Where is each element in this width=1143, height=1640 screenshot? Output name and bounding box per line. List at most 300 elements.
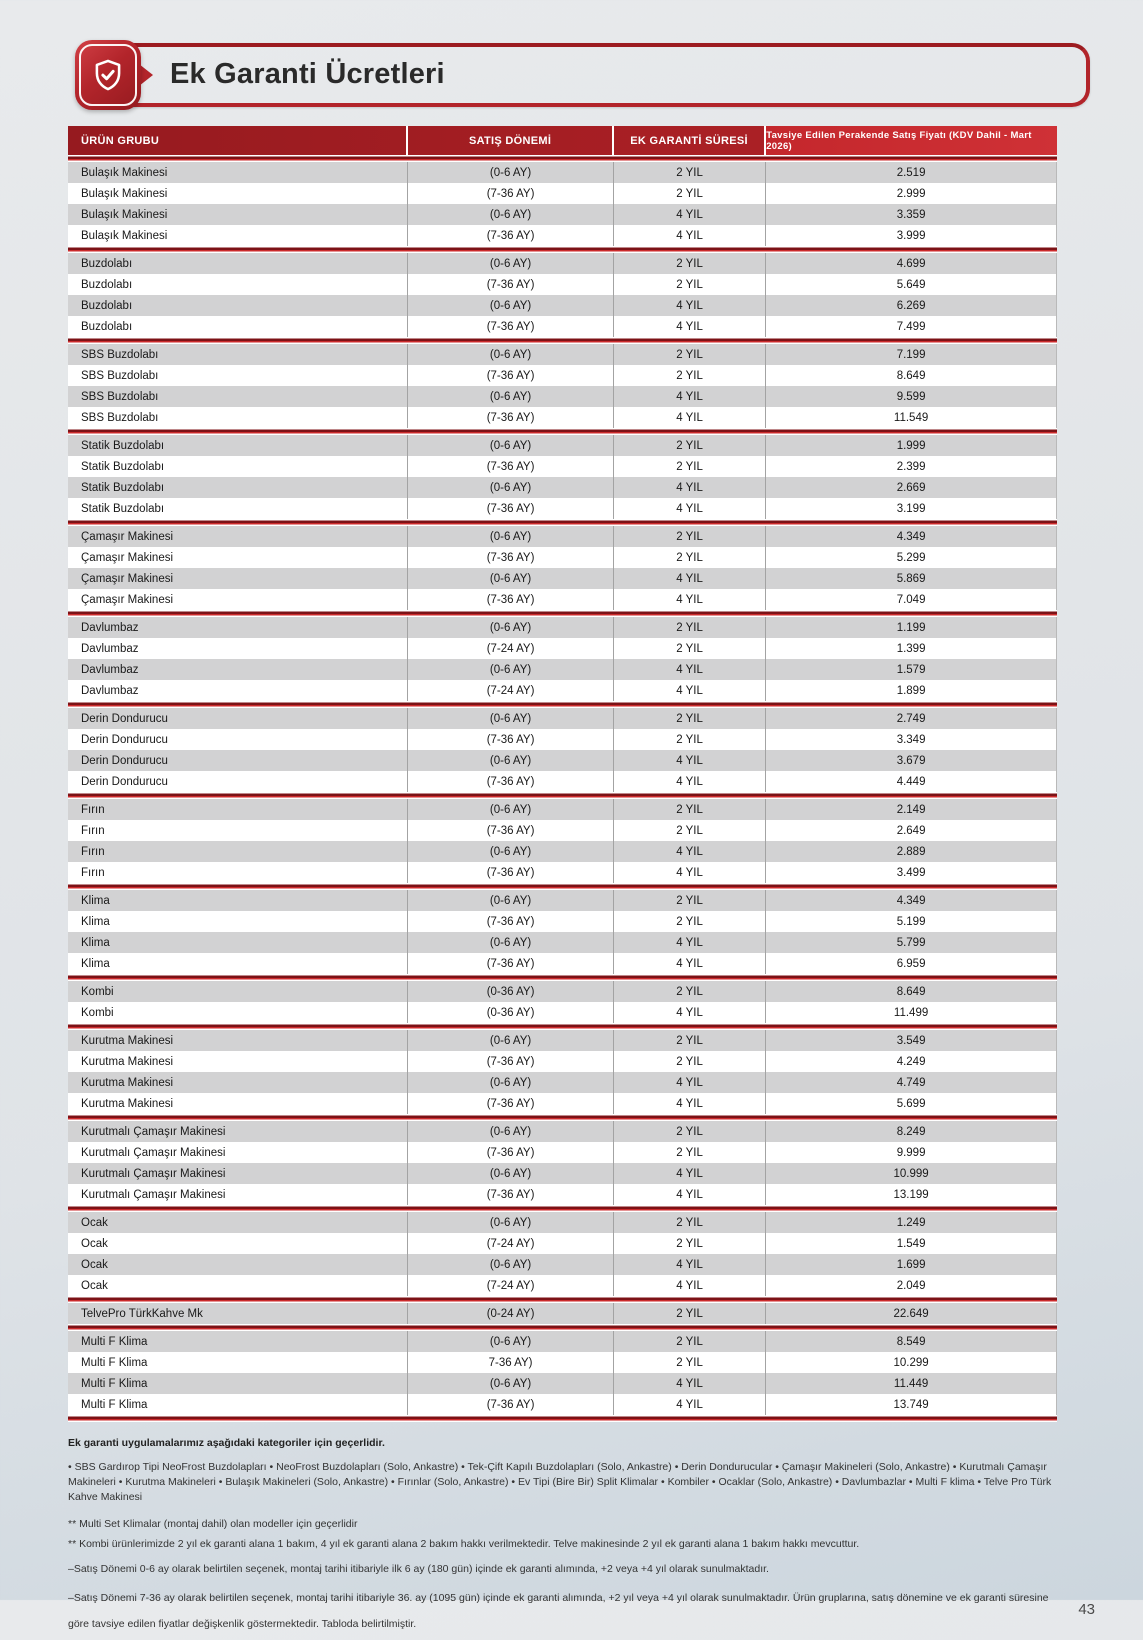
product-group-cell: Ocak xyxy=(68,1212,408,1233)
warranty-duration-cell: 4 YIL xyxy=(614,750,766,771)
sales-period-cell: (7-24 AY) xyxy=(408,1233,614,1254)
table-row xyxy=(68,1051,1057,1072)
warranty-duration-cell: 4 YIL xyxy=(614,295,766,316)
warranty-price-page xyxy=(0,40,1143,1640)
table-row xyxy=(68,316,1057,337)
product-group-cell: Buzdolabı xyxy=(68,274,408,295)
price-cell: 1.249 xyxy=(766,1212,1057,1233)
warranty-duration-cell: 4 YIL xyxy=(614,1163,766,1184)
table-row xyxy=(68,638,1057,659)
shield-check-icon xyxy=(75,40,141,110)
sales-period-cell: (0-6 AY) xyxy=(408,841,614,862)
group-separator xyxy=(68,155,1057,162)
footnote-intro: Ek garanti uygulamalarımız aşağıdaki kategoriler için geçerlidir. xyxy=(68,1437,385,1449)
warranty-duration-cell: 4 YIL xyxy=(614,204,766,225)
price-cell: 1.399 xyxy=(766,638,1057,659)
price-cell: 11.499 xyxy=(766,1002,1057,1023)
price-cell: 2.749 xyxy=(766,708,1057,729)
sales-period-cell: (0-6 AY) xyxy=(408,295,614,316)
product-group-cell: SBS Buzdolabı xyxy=(68,407,408,428)
table-row xyxy=(68,1394,1057,1415)
sales-period-cell: (0-36 AY) xyxy=(408,981,614,1002)
price-cell: 1.699 xyxy=(766,1254,1057,1275)
warranty-duration-cell: 2 YIL xyxy=(614,1142,766,1163)
title-banner xyxy=(75,40,1090,110)
warranty-duration-cell: 4 YIL xyxy=(614,498,766,519)
sales-period-cell: (7-36 AY) xyxy=(408,862,614,883)
product-group-cell: Derin Dondurucu xyxy=(68,750,408,771)
group-separator xyxy=(68,883,1057,890)
warranty-duration-cell: 4 YIL xyxy=(614,771,766,792)
product-group-cell: Kurutmalı Çamaşır Makinesi xyxy=(68,1163,408,1184)
table-row xyxy=(68,1184,1057,1205)
table-row xyxy=(68,274,1057,295)
warranty-duration-cell: 2 YIL xyxy=(614,1233,766,1254)
warranty-duration-cell: 2 YIL xyxy=(614,1212,766,1233)
price-cell: 7.049 xyxy=(766,589,1057,610)
table-row xyxy=(68,589,1057,610)
product-group-cell: Derin Dondurucu xyxy=(68,771,408,792)
warranty-duration-cell: 2 YIL xyxy=(614,162,766,183)
price-cell: 9.599 xyxy=(766,386,1057,407)
sales-period-cell: (0-6 AY) xyxy=(408,1121,614,1142)
group-separator xyxy=(68,246,1057,253)
sales-period-cell: (0-6 AY) xyxy=(408,386,614,407)
price-cell: 4.349 xyxy=(766,890,1057,911)
product-group-cell: Çamaşır Makinesi xyxy=(68,547,408,568)
table-row xyxy=(68,498,1057,519)
sales-period-cell: (0-6 AY) xyxy=(408,477,614,498)
warranty-duration-cell: 2 YIL xyxy=(614,1121,766,1142)
product-group-cell: Statik Buzdolabı xyxy=(68,456,408,477)
price-cell: 1.999 xyxy=(766,435,1057,456)
warranty-duration-cell: 4 YIL xyxy=(614,862,766,883)
price-cell: 5.299 xyxy=(766,547,1057,568)
sales-period-cell: (0-6 AY) xyxy=(408,1072,614,1093)
product-group-cell: SBS Buzdolabı xyxy=(68,365,408,386)
product-group-cell: Statik Buzdolabı xyxy=(68,477,408,498)
price-cell: 1.549 xyxy=(766,1233,1057,1254)
warranty-duration-cell: 4 YIL xyxy=(614,568,766,589)
product-group-cell: Statik Buzdolabı xyxy=(68,435,408,456)
group-separator xyxy=(68,337,1057,344)
table-row xyxy=(68,1212,1057,1233)
warranty-duration-cell: 4 YIL xyxy=(614,1002,766,1023)
table-row xyxy=(68,1352,1057,1373)
product-group-cell: Klima xyxy=(68,932,408,953)
table-row xyxy=(68,771,1057,792)
price-cell: 8.649 xyxy=(766,981,1057,1002)
table-row xyxy=(68,708,1057,729)
sales-period-cell: (7-36 AY) xyxy=(408,1394,614,1415)
footnote-categories: • SBS Gardırop Tipi NeoFrost Buzdolapları • NeoFrost Buzdolapları (Solo, Ankastre) • Tek-Çift Kapılı Buzdolapları (Solo, Ankastre) • Derin Dondurucular • Çamaşır Makineleri (Solo, Ankastre) • Kurutmalı Çamaşır Makineleri • Kurutma Makineleri • Bulaşık Makineleri (Solo, Ankastre) • Fırınlar (Solo, Ankastre) • Ev Tipi (Bire Bir) Split Klimalar • Kombiler • Ocaklar (Solo, Ankastre) • Davlumbazlar • Multi F klima • Telve Pro Türk Kahve Makinesi xyxy=(68,1461,1052,1504)
warranty-duration-cell: 4 YIL xyxy=(614,1275,766,1296)
product-group-cell: Fırın xyxy=(68,862,408,883)
sales-period-cell: (7-36 AY) xyxy=(408,1184,614,1205)
product-group-cell: Fırın xyxy=(68,820,408,841)
table-row xyxy=(68,295,1057,316)
table-row xyxy=(68,1303,1057,1324)
price-cell: 4.749 xyxy=(766,1072,1057,1093)
price-cell: 13.199 xyxy=(766,1184,1057,1205)
sales-period-cell: (7-36 AY) xyxy=(408,771,614,792)
warranty-duration-cell: 4 YIL xyxy=(614,680,766,701)
product-group-cell: Klima xyxy=(68,890,408,911)
product-group-cell: Multi F Klima xyxy=(68,1373,408,1394)
price-cell: 2.049 xyxy=(766,1275,1057,1296)
product-group-cell: Ocak xyxy=(68,1233,408,1254)
price-cell: 2.889 xyxy=(766,841,1057,862)
sales-period-cell: (0-6 AY) xyxy=(408,435,614,456)
table-row xyxy=(68,568,1057,589)
product-group-cell: Fırın xyxy=(68,841,408,862)
sales-period-cell: (0-6 AY) xyxy=(408,617,614,638)
sales-period-cell: (0-6 AY) xyxy=(408,204,614,225)
warranty-duration-cell: 4 YIL xyxy=(614,932,766,953)
product-group-cell: Buzdolabı xyxy=(68,295,408,316)
warranty-duration-cell: 4 YIL xyxy=(614,477,766,498)
product-group-cell: Çamaşır Makinesi xyxy=(68,589,408,610)
warranty-duration-cell: 2 YIL xyxy=(614,799,766,820)
price-cell: 8.649 xyxy=(766,365,1057,386)
table-row xyxy=(68,1072,1057,1093)
price-cell: 11.549 xyxy=(766,407,1057,428)
group-separator xyxy=(68,1205,1057,1212)
group-separator xyxy=(68,610,1057,617)
warranty-duration-cell: 4 YIL xyxy=(614,1184,766,1205)
product-group-cell: Kurutmalı Çamaşır Makinesi xyxy=(68,1142,408,1163)
warranty-duration-cell: 2 YIL xyxy=(614,638,766,659)
table-row xyxy=(68,1093,1057,1114)
product-group-cell: Kurutma Makinesi xyxy=(68,1051,408,1072)
table-row xyxy=(68,729,1057,750)
table-row xyxy=(68,659,1057,680)
table-row xyxy=(68,1030,1057,1051)
product-group-cell: SBS Buzdolabı xyxy=(68,344,408,365)
price-cell: 10.999 xyxy=(766,1163,1057,1184)
warranty-duration-cell: 4 YIL xyxy=(614,1093,766,1114)
sales-period-cell: (0-6 AY) xyxy=(408,1030,614,1051)
product-group-cell: Ocak xyxy=(68,1275,408,1296)
header-recommended-price: Tavsiye Edilen Perakende Satış Fiyatı (KDV Dahil - Mart 2026) xyxy=(766,126,1057,155)
sales-period-cell: (7-36 AY) xyxy=(408,365,614,386)
sales-period-cell: (7-24 AY) xyxy=(408,680,614,701)
warranty-duration-cell: 2 YIL xyxy=(614,344,766,365)
sales-period-cell: (0-6 AY) xyxy=(408,344,614,365)
table-header-row xyxy=(68,126,1057,155)
warranty-duration-cell: 4 YIL xyxy=(614,953,766,974)
warranty-duration-cell: 2 YIL xyxy=(614,274,766,295)
price-cell: 3.359 xyxy=(766,204,1057,225)
price-cell: 5.869 xyxy=(766,568,1057,589)
warranty-duration-cell: 2 YIL xyxy=(614,456,766,477)
group-separator xyxy=(68,519,1057,526)
warranty-duration-cell: 2 YIL xyxy=(614,547,766,568)
sales-period-cell: (0-6 AY) xyxy=(408,1212,614,1233)
sales-period-cell: (7-36 AY) xyxy=(408,820,614,841)
price-cell: 5.699 xyxy=(766,1093,1057,1114)
warranty-duration-cell: 2 YIL xyxy=(614,1051,766,1072)
warranty-duration-cell: 2 YIL xyxy=(614,1331,766,1352)
product-group-cell: Bulaşık Makinesi xyxy=(68,183,408,204)
product-group-cell: Multi F Klima xyxy=(68,1352,408,1373)
table-row xyxy=(68,162,1057,183)
warranty-duration-cell: 2 YIL xyxy=(614,253,766,274)
price-cell: 9.999 xyxy=(766,1142,1057,1163)
warranty-duration-cell: 2 YIL xyxy=(614,183,766,204)
price-cell: 5.199 xyxy=(766,911,1057,932)
header-warranty-duration: EK GARANTİ SÜRESİ xyxy=(614,126,766,155)
warranty-table-body xyxy=(68,155,1057,1422)
table-row xyxy=(68,344,1057,365)
product-group-cell: Buzdolabı xyxy=(68,316,408,337)
sales-period-cell: (7-36 AY) xyxy=(408,316,614,337)
warranty-duration-cell: 2 YIL xyxy=(614,617,766,638)
warranty-duration-cell: 4 YIL xyxy=(614,316,766,337)
product-group-cell: Multi F Klima xyxy=(68,1394,408,1415)
table-row xyxy=(68,841,1057,862)
product-group-cell: Kurutma Makinesi xyxy=(68,1072,408,1093)
price-cell: 11.449 xyxy=(766,1373,1057,1394)
price-cell: 3.499 xyxy=(766,862,1057,883)
table-row xyxy=(68,225,1057,246)
price-cell: 7.499 xyxy=(766,316,1057,337)
warranty-table xyxy=(68,126,1057,1422)
sales-period-cell: (0-6 AY) xyxy=(408,162,614,183)
header-product-group: ÜRÜN GRUBU xyxy=(68,126,408,155)
price-cell: 3.199 xyxy=(766,498,1057,519)
group-separator xyxy=(68,1296,1057,1303)
sales-period-cell: (0-6 AY) xyxy=(408,750,614,771)
group-separator xyxy=(68,1114,1057,1121)
warranty-duration-cell: 2 YIL xyxy=(614,1352,766,1373)
footnote-period-7-36: –Satış Dönemi 7-36 ay olarak belirtilen seçenek, montaj tarihi itibariyle 36. ay (1095 gün) içinde ek garanti alımında, +2 yıl veya +4 yıl olarak sunulmaktadır. Ürün gruplarına, satış dönemine ve ek garanti süresine göre tavsiye edilen fiyatlar değişkenlik göstermektedir. Tabloda belirtilmiştir. xyxy=(68,1591,1049,1630)
price-cell: 4.699 xyxy=(766,253,1057,274)
table-row xyxy=(68,526,1057,547)
product-group-cell: SBS Buzdolabı xyxy=(68,386,408,407)
price-cell: 5.649 xyxy=(766,274,1057,295)
price-cell: 13.749 xyxy=(766,1394,1057,1415)
sales-period-cell: (0-6 AY) xyxy=(408,799,614,820)
price-cell: 3.549 xyxy=(766,1030,1057,1051)
product-group-cell: Derin Dondurucu xyxy=(68,708,408,729)
table-row xyxy=(68,953,1057,974)
footnote-period-0-6: –Satış Dönemi 0-6 ay olarak belirtilen seçenek, montaj tarihi itibariyle ilk 6 ay (180 gün) içinde ek garanti alımında, +2 veya +4 yıl olarak sunulmaktadır. xyxy=(68,1562,769,1575)
sales-period-cell: (0-6 AY) xyxy=(408,932,614,953)
table-row xyxy=(68,477,1057,498)
sales-period-cell: (0-6 AY) xyxy=(408,1331,614,1352)
price-cell: 7.199 xyxy=(766,344,1057,365)
product-group-cell: Klima xyxy=(68,953,408,974)
table-row xyxy=(68,820,1057,841)
product-group-cell: Kombi xyxy=(68,1002,408,1023)
table-row xyxy=(68,1142,1057,1163)
sales-period-cell: (7-36 AY) xyxy=(408,183,614,204)
table-row xyxy=(68,1002,1057,1023)
price-cell: 2.149 xyxy=(766,799,1057,820)
product-group-cell: Multi F Klima xyxy=(68,1331,408,1352)
sales-period-cell: (7-36 AY) xyxy=(408,407,614,428)
warranty-duration-cell: 4 YIL xyxy=(614,659,766,680)
product-group-cell: Davlumbaz xyxy=(68,659,408,680)
footnote-multi-set: ** Multi Set Klimalar (montaj dahil) olan modeller için geçerlidir xyxy=(68,1517,358,1530)
footnotes xyxy=(68,1437,1053,1637)
sales-period-cell: (0-6 AY) xyxy=(408,1373,614,1394)
sales-period-cell: (7-24 AY) xyxy=(408,638,614,659)
group-separator xyxy=(68,974,1057,981)
price-cell: 4.449 xyxy=(766,771,1057,792)
sales-period-cell: (0-6 AY) xyxy=(408,708,614,729)
table-row xyxy=(68,204,1057,225)
sales-period-cell: (7-36 AY) xyxy=(408,729,614,750)
sales-period-cell: (7-36 AY) xyxy=(408,498,614,519)
price-cell: 8.549 xyxy=(766,1331,1057,1352)
warranty-duration-cell: 4 YIL xyxy=(614,1394,766,1415)
warranty-duration-cell: 2 YIL xyxy=(614,526,766,547)
warranty-duration-cell: 4 YIL xyxy=(614,407,766,428)
product-group-cell: Ocak xyxy=(68,1254,408,1275)
product-group-cell: Davlumbaz xyxy=(68,617,408,638)
price-cell: 1.579 xyxy=(766,659,1057,680)
price-cell: 10.299 xyxy=(766,1352,1057,1373)
sales-period-cell: (0-6 AY) xyxy=(408,890,614,911)
price-cell: 2.519 xyxy=(766,162,1057,183)
table-row xyxy=(68,911,1057,932)
price-cell: 4.249 xyxy=(766,1051,1057,1072)
product-group-cell: Kurutmalı Çamaşır Makinesi xyxy=(68,1121,408,1142)
table-row xyxy=(68,617,1057,638)
product-group-cell: Fırın xyxy=(68,799,408,820)
table-row xyxy=(68,1121,1057,1142)
sales-period-cell: (7-36 AY) xyxy=(408,911,614,932)
sales-period-cell: (7-36 AY) xyxy=(408,547,614,568)
table-row xyxy=(68,890,1057,911)
sales-period-cell: (0-6 AY) xyxy=(408,568,614,589)
sales-period-cell: (0-24 AY) xyxy=(408,1303,614,1324)
warranty-duration-cell: 4 YIL xyxy=(614,589,766,610)
warranty-duration-cell: 2 YIL xyxy=(614,911,766,932)
table-row xyxy=(68,1331,1057,1352)
product-group-cell: TelvePro TürkKahve Mk xyxy=(68,1303,408,1324)
table-row xyxy=(68,680,1057,701)
table-row xyxy=(68,547,1057,568)
table-row xyxy=(68,862,1057,883)
sales-period-cell: (7-36 AY) xyxy=(408,589,614,610)
warranty-duration-cell: 2 YIL xyxy=(614,435,766,456)
warranty-duration-cell: 4 YIL xyxy=(614,1373,766,1394)
warranty-duration-cell: 2 YIL xyxy=(614,981,766,1002)
warranty-duration-cell: 2 YIL xyxy=(614,729,766,750)
price-cell: 2.399 xyxy=(766,456,1057,477)
banner-arrow-icon xyxy=(139,64,153,86)
table-row xyxy=(68,1163,1057,1184)
table-row xyxy=(68,253,1057,274)
price-cell: 3.679 xyxy=(766,750,1057,771)
warranty-duration-cell: 2 YIL xyxy=(614,365,766,386)
product-group-cell: Kombi xyxy=(68,981,408,1002)
price-cell: 8.249 xyxy=(766,1121,1057,1142)
warranty-duration-cell: 4 YIL xyxy=(614,225,766,246)
table-row xyxy=(68,799,1057,820)
table-row xyxy=(68,932,1057,953)
table-row xyxy=(68,435,1057,456)
table-row xyxy=(68,183,1057,204)
table-row xyxy=(68,407,1057,428)
price-cell: 6.959 xyxy=(766,953,1057,974)
price-cell: 2.669 xyxy=(766,477,1057,498)
product-group-cell: Derin Dondurucu xyxy=(68,729,408,750)
price-cell: 5.799 xyxy=(766,932,1057,953)
product-group-cell: Statik Buzdolabı xyxy=(68,498,408,519)
warranty-duration-cell: 4 YIL xyxy=(614,1254,766,1275)
sales-period-cell: (7-36 AY) xyxy=(408,1142,614,1163)
table-row xyxy=(68,1254,1057,1275)
product-group-cell: Kurutmalı Çamaşır Makinesi xyxy=(68,1184,408,1205)
sales-period-cell: (7-36 AY) xyxy=(408,456,614,477)
group-separator xyxy=(68,428,1057,435)
sales-period-cell: (0-36 AY) xyxy=(408,1002,614,1023)
warranty-duration-cell: 2 YIL xyxy=(614,890,766,911)
table-row xyxy=(68,1373,1057,1394)
price-cell: 2.999 xyxy=(766,183,1057,204)
price-cell: 4.349 xyxy=(766,526,1057,547)
table-row xyxy=(68,386,1057,407)
sales-period-cell: (7-36 AY) xyxy=(408,953,614,974)
product-group-cell: Bulaşık Makinesi xyxy=(68,162,408,183)
table-row xyxy=(68,1275,1057,1296)
sales-period-cell: (0-6 AY) xyxy=(408,1254,614,1275)
warranty-duration-cell: 2 YIL xyxy=(614,708,766,729)
product-group-cell: Buzdolabı xyxy=(68,253,408,274)
sales-period-cell: (0-6 AY) xyxy=(408,253,614,274)
sales-period-cell: (7-36 AY) xyxy=(408,1093,614,1114)
warranty-duration-cell: 4 YIL xyxy=(614,386,766,407)
sales-period-cell: 7-36 AY) xyxy=(408,1352,614,1373)
header-sales-period: SATIŞ DÖNEMİ xyxy=(408,126,614,155)
price-cell: 1.899 xyxy=(766,680,1057,701)
price-cell: 2.649 xyxy=(766,820,1057,841)
sales-period-cell: (0-6 AY) xyxy=(408,526,614,547)
sales-period-cell: (0-6 AY) xyxy=(408,1163,614,1184)
price-cell: 22.649 xyxy=(766,1303,1057,1324)
sales-period-cell: (7-36 AY) xyxy=(408,274,614,295)
product-group-cell: Davlumbaz xyxy=(68,680,408,701)
sales-period-cell: (7-36 AY) xyxy=(408,225,614,246)
price-cell: 1.199 xyxy=(766,617,1057,638)
product-group-cell: Kurutma Makinesi xyxy=(68,1093,408,1114)
product-group-cell: Kurutma Makinesi xyxy=(68,1030,408,1051)
product-group-cell: Bulaşık Makinesi xyxy=(68,204,408,225)
warranty-duration-cell: 2 YIL xyxy=(614,1030,766,1051)
price-cell: 3.999 xyxy=(766,225,1057,246)
table-row xyxy=(68,750,1057,771)
warranty-duration-cell: 2 YIL xyxy=(614,1303,766,1324)
product-group-cell: Çamaşır Makinesi xyxy=(68,568,408,589)
price-cell: 3.349 xyxy=(766,729,1057,750)
sales-period-cell: (7-36 AY) xyxy=(408,1051,614,1072)
table-row xyxy=(68,365,1057,386)
table-row xyxy=(68,981,1057,1002)
warranty-duration-cell: 4 YIL xyxy=(614,841,766,862)
group-separator xyxy=(68,1023,1057,1030)
product-group-cell: Çamaşır Makinesi xyxy=(68,526,408,547)
warranty-duration-cell: 2 YIL xyxy=(614,820,766,841)
table-row xyxy=(68,456,1057,477)
page-title: Ek Garanti Ücretleri xyxy=(170,57,445,90)
price-cell: 6.269 xyxy=(766,295,1057,316)
product-group-cell: Bulaşık Makinesi xyxy=(68,225,408,246)
group-separator xyxy=(68,1415,1057,1422)
